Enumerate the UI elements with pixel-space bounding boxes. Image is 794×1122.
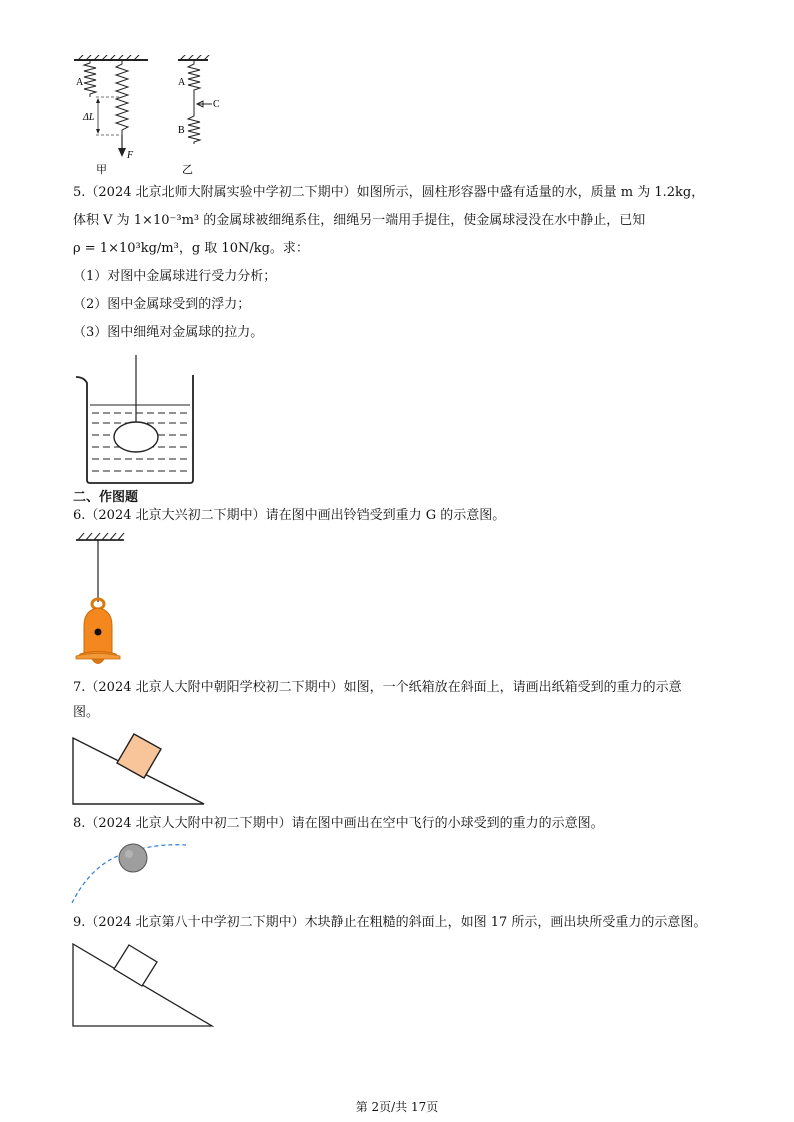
section-title: 二、作图题 bbox=[73, 490, 139, 505]
flying-ball-figure bbox=[68, 835, 198, 907]
label-c: C bbox=[213, 99, 220, 110]
incline-block-figure bbox=[70, 940, 218, 1030]
bell-figure bbox=[70, 530, 130, 670]
q6-text: 6.（2024 北京大兴初二下期中）请在图中画出铃铛受到重力 G 的示意图。 bbox=[73, 508, 506, 523]
caption-yi: 乙 bbox=[182, 164, 193, 176]
q8-text: 8.（2024 北京人大附中初二下期中）请在图中画出在空中飞行的小球受到的重力的示意图。 bbox=[73, 816, 604, 831]
label-a-right: A bbox=[178, 77, 186, 88]
q5-sub-2: （2）图中金属球受到的浮力； bbox=[73, 297, 251, 312]
label-a-left: A bbox=[76, 77, 84, 88]
q5-line-3: ρ = 1×10³kg/m³，g 取 10N/kg。求： bbox=[73, 241, 309, 256]
label-delta-l: ΔL bbox=[83, 112, 95, 123]
beaker-figure bbox=[70, 355, 200, 487]
page-footer: 第 2页/共 17页 bbox=[355, 1100, 439, 1114]
spring-figure bbox=[60, 55, 260, 180]
q5-sub-3: （3）图中细绳对金属球的拉力。 bbox=[73, 325, 264, 340]
q5-line-2: 体积 V 为 1×10⁻³m³ 的金属球被细绳系住，细绳另一端用手提住，使金属球浸没在水中静止，已知 bbox=[73, 213, 646, 228]
label-force-f: F bbox=[127, 150, 134, 161]
q7-line-1: 7.（2024 北京人大附中朝阳学校初二下期中）如图，一个纸箱放在斜面上，请画出纸箱受到的重力的示意 bbox=[73, 680, 682, 695]
q7-line-2: 图。 bbox=[73, 705, 100, 720]
incline-box-figure bbox=[70, 730, 210, 808]
q9-text: 9.（2024 北京第八十中学初二下期中）木块静止在粗糙的斜面上，如图 17 所示，画出块所受重力的示意图。 bbox=[73, 915, 707, 930]
q5-line-1: 5.（2024 北京北师大附属实验中学初二下期中）如图所示，圆柱形容器中盛有适量的水，质量 m 为 1.2kg， bbox=[73, 185, 705, 200]
caption-jia: 甲 bbox=[96, 164, 107, 176]
label-b: B bbox=[178, 125, 185, 136]
q5-sub-1: （1）对图中金属球进行受力分析； bbox=[73, 269, 277, 284]
